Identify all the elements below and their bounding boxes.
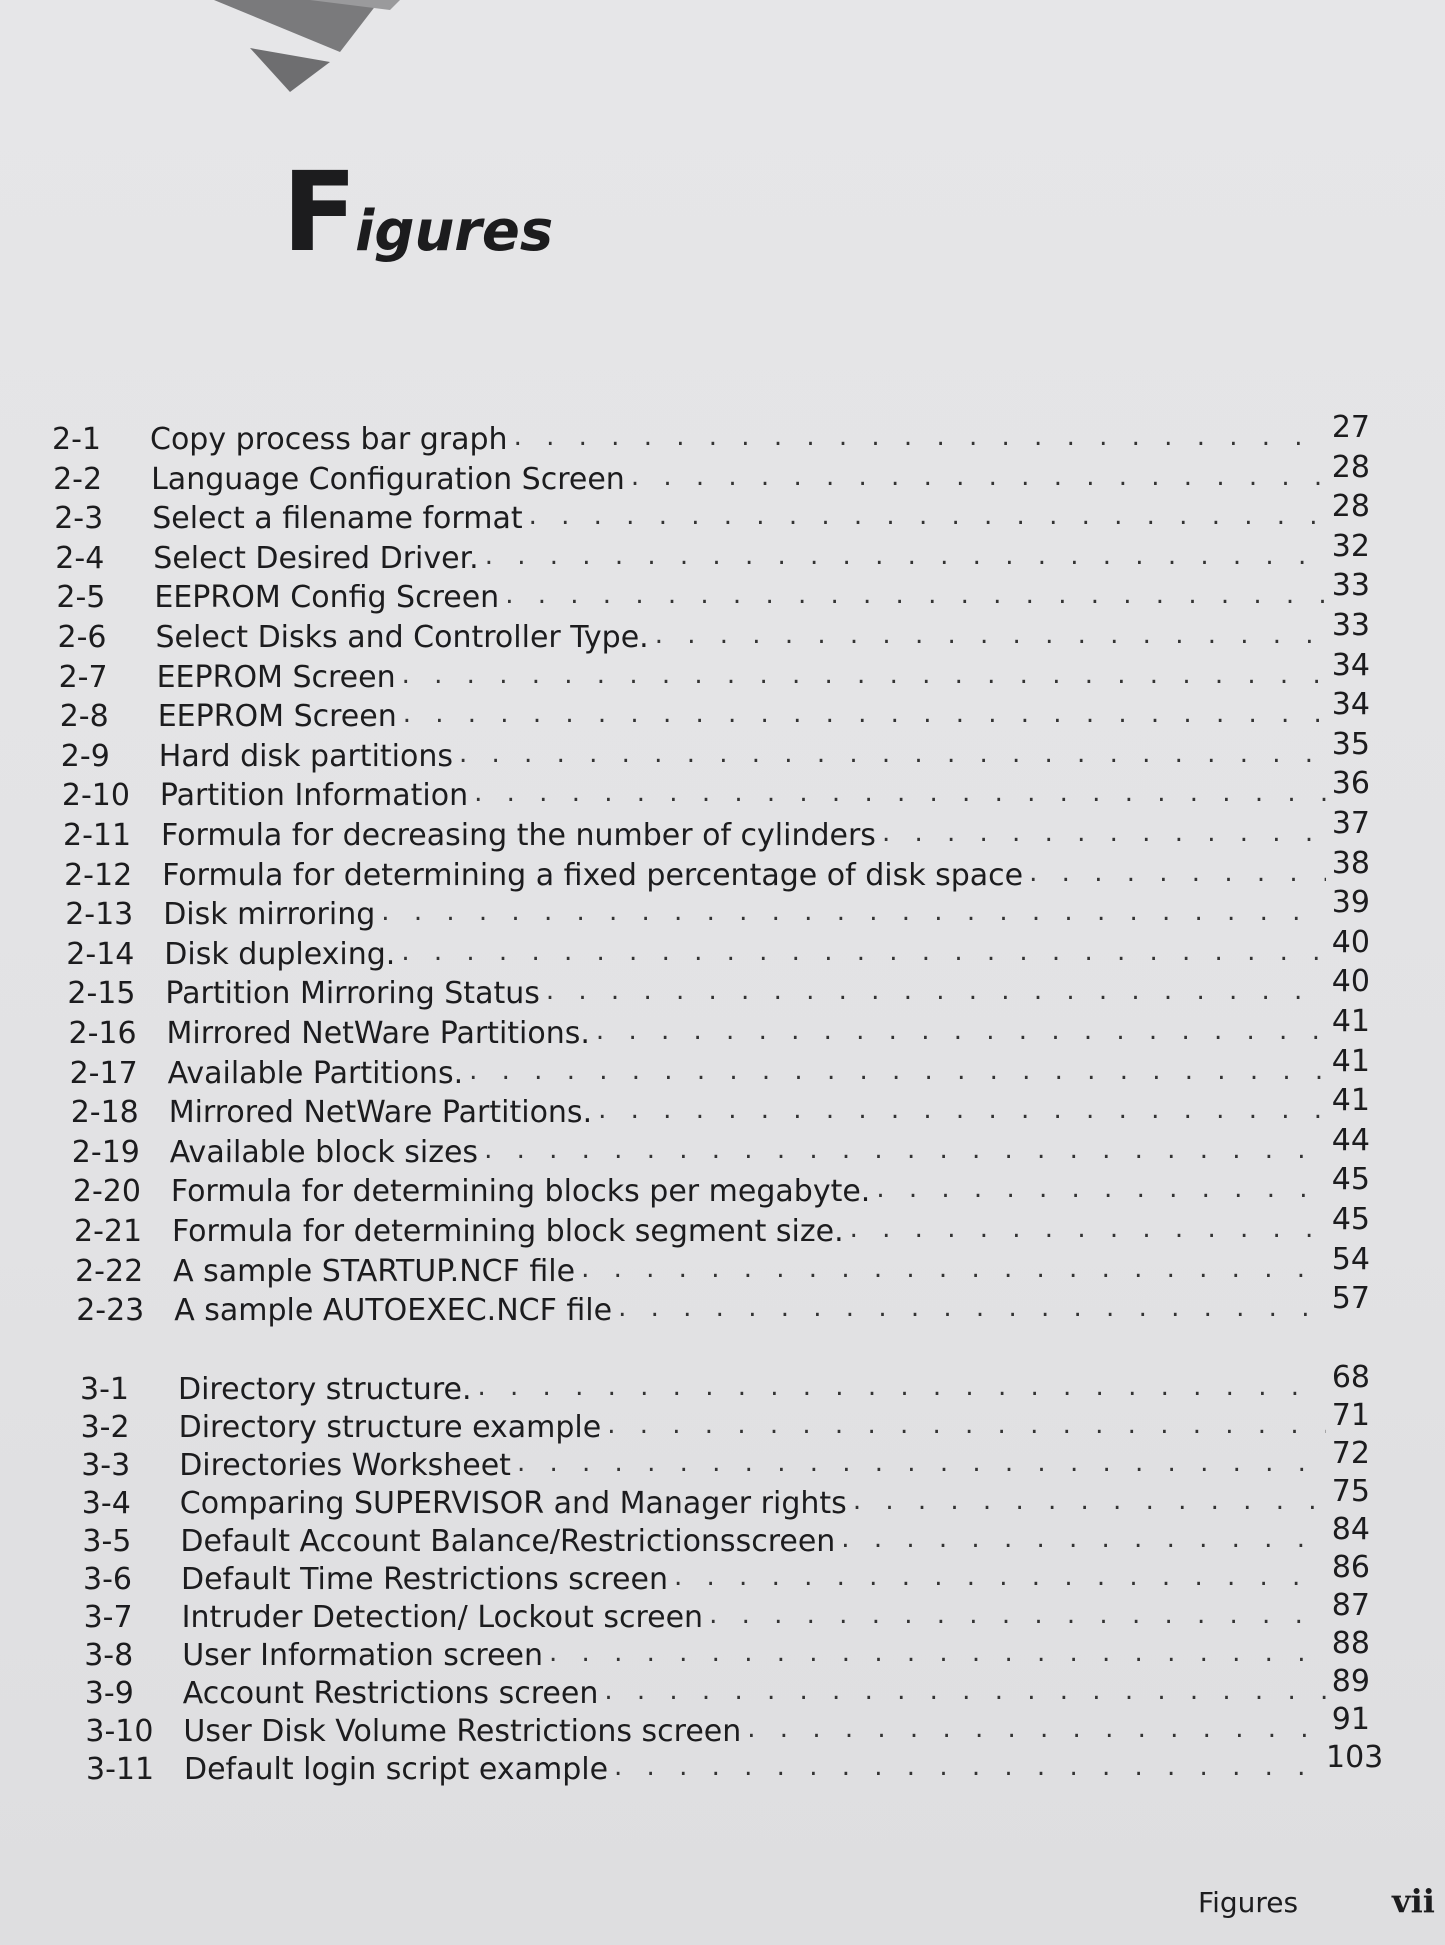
title-initial: F: [282, 148, 356, 276]
figure-entry: [54, 489, 1370, 537]
figure-title: Mirrored NetWare Partitions.: [168, 1095, 593, 1131]
figure-entry: [84, 1626, 1370, 1674]
figure-entry: [84, 1664, 1370, 1712]
figure-number: 3-2: [80, 1410, 130, 1445]
figure-page-number: 35: [1331, 726, 1370, 762]
figure-line: [182, 1626, 1370, 1673]
figure-number: 2-16: [68, 1016, 137, 1051]
dot-leader: [844, 1214, 1326, 1244]
figure-line: [181, 1588, 1370, 1635]
figure-line: [156, 647, 1370, 695]
figure-number: 2-8: [59, 699, 109, 735]
figure-entry: [69, 1043, 1370, 1092]
figure-number: 3-8: [84, 1638, 134, 1673]
figure-title: Available Partitions.: [167, 1055, 464, 1091]
figure-page-number: 39: [1331, 885, 1370, 921]
figure-line: [184, 1740, 1384, 1787]
dot-leader: [601, 1410, 1326, 1440]
figure-entry: [67, 964, 1370, 1012]
figure-number: 3-6: [83, 1562, 132, 1597]
dot-leader: [397, 699, 1326, 729]
figure-title: Partition Information: [159, 778, 469, 814]
figure-line: [181, 1550, 1370, 1597]
figure-title: EEPROM Screen: [157, 699, 397, 735]
dot-leader: [396, 660, 1326, 690]
figure-line: [157, 687, 1370, 735]
footer-section-label: Figures: [1198, 1886, 1299, 1919]
figure-entry: [63, 806, 1370, 854]
figure-line: [164, 924, 1370, 972]
figure-title: Account Restrictions screen: [182, 1676, 599, 1711]
figure-number: 2-1: [52, 422, 101, 457]
figure-title: Directory structure.: [178, 1372, 472, 1407]
figure-page-number: 44: [1331, 1122, 1370, 1158]
dot-leader: [625, 462, 1326, 492]
figure-page-number: 32: [1331, 528, 1370, 564]
dot-leader: [668, 1562, 1326, 1592]
figure-entry: [86, 1740, 1384, 1788]
figure-title: Default Time Restrictions screen: [181, 1562, 668, 1597]
figure-line: [178, 1398, 1370, 1445]
figure-title: Hard disk partitions: [158, 738, 453, 774]
dot-leader: [649, 620, 1326, 650]
figure-title: EEPROM Config Screen: [154, 580, 500, 616]
figure-entry: [58, 647, 1370, 696]
dot-leader: [608, 1752, 1326, 1782]
figure-number: 2-10: [61, 778, 130, 814]
figure-page-number: 84: [1331, 1512, 1370, 1547]
figure-number: 2-15: [67, 976, 136, 1012]
figure-entry: [60, 726, 1370, 775]
figure-page-number: 45: [1331, 1162, 1370, 1198]
page-title: [282, 148, 553, 276]
figure-page-number: 75: [1331, 1474, 1370, 1509]
figure-number: 2-17: [69, 1055, 138, 1091]
dot-leader: [590, 1016, 1326, 1046]
decorative-triangles-icon: [200, 0, 400, 104]
figure-page-number: 86: [1331, 1550, 1370, 1585]
figure-entry: [72, 1162, 1370, 1210]
figure-line: [169, 1122, 1370, 1170]
dot-leader: [835, 1524, 1326, 1554]
figure-number: 2-2: [53, 461, 103, 497]
figure-line: [173, 1241, 1370, 1289]
figure-line: [161, 806, 1370, 853]
figure-line: [166, 1004, 1371, 1051]
figure-page-number: 40: [1331, 924, 1370, 960]
dot-leader: [870, 1174, 1326, 1204]
figure-line: [180, 1512, 1370, 1559]
dot-leader: [511, 1448, 1326, 1478]
figure-entry: [75, 1241, 1370, 1290]
figure-entry: [81, 1474, 1370, 1522]
figure-number: 2-13: [65, 897, 134, 933]
figure-line: [153, 528, 1370, 576]
dot-leader: [543, 1638, 1326, 1668]
figure-title: Disk mirroring: [163, 897, 376, 933]
figure-line: [167, 1043, 1370, 1091]
figure-entry: [53, 449, 1370, 498]
dot-leader: [703, 1600, 1326, 1630]
dot-leader: [479, 541, 1326, 571]
figure-line: [162, 845, 1370, 893]
figure-page-number: 89: [1331, 1664, 1370, 1699]
figure-number: 3-4: [81, 1486, 131, 1521]
figure-number: 2-18: [70, 1095, 139, 1131]
figure-line: [150, 410, 1370, 457]
figure-title: Formula for determining a fixed percentage of disk space: [162, 857, 1024, 893]
figure-title: Select Disks and Controller Type.: [155, 620, 649, 655]
figure-title: Directories Worksheet: [179, 1448, 511, 1483]
dot-leader: [471, 1372, 1326, 1402]
figure-title: A sample AUTOEXEC.NCF file: [174, 1293, 613, 1329]
figure-page-number: 37: [1331, 806, 1370, 841]
figure-page-number: 72: [1331, 1436, 1370, 1471]
figure-entry: [76, 1281, 1370, 1329]
figure-line: [158, 726, 1370, 774]
figure-number: 3-9: [84, 1676, 134, 1711]
figure-number: 3-3: [81, 1448, 131, 1483]
figure-title: Available block sizes: [169, 1134, 479, 1170]
figure-number: 2-4: [55, 540, 105, 576]
figure-title: Select Desired Driver.: [153, 540, 479, 576]
dot-leader: [375, 897, 1326, 927]
figure-title: Partition Mirroring Status: [165, 976, 540, 1012]
figure-page-number: 33: [1331, 608, 1370, 643]
figure-entry: [71, 1122, 1370, 1171]
figure-number: 2-22: [75, 1253, 144, 1289]
figure-line: [174, 1281, 1370, 1329]
figure-title: Default login script example: [184, 1752, 609, 1787]
dot-leader: [876, 818, 1326, 848]
figure-page-number: 34: [1331, 687, 1370, 723]
figure-page-number: 91: [1331, 1702, 1370, 1737]
figure-page-number: 87: [1331, 1588, 1370, 1623]
figure-title: Comparing SUPERVISOR and Manager rights: [179, 1486, 847, 1521]
figure-number: 2-7: [58, 659, 108, 695]
figure-page-number: 45: [1331, 1202, 1370, 1237]
figure-title: Disk duplexing.: [164, 936, 396, 972]
figure-page-number: 57: [1331, 1281, 1370, 1317]
figure-page-number: 88: [1331, 1626, 1370, 1661]
figure-line: [165, 964, 1370, 1012]
figure-title: Formula for determining block segment size.: [172, 1214, 844, 1249]
figure-line: [159, 766, 1370, 814]
figure-number: 2-11: [63, 818, 132, 853]
dot-leader: [395, 937, 1326, 967]
figure-title: Language Configuration Screen: [151, 461, 625, 497]
figure-page-number: 28: [1331, 489, 1370, 525]
figure-line: [178, 1360, 1370, 1407]
figure-title: EEPROM Screen: [156, 659, 396, 695]
dot-leader: [478, 1135, 1326, 1165]
figure-page-number: 28: [1331, 449, 1370, 485]
figure-entry: [85, 1702, 1370, 1750]
figure-number: 2-6: [57, 620, 107, 655]
figure-page-number: 36: [1331, 766, 1370, 802]
figure-page-number: 41: [1331, 1083, 1370, 1119]
dot-leader: [523, 501, 1326, 531]
figure-entry: [52, 410, 1370, 458]
dot-leader: [847, 1486, 1326, 1516]
figure-title: A sample STARTUP.NCF file: [173, 1253, 576, 1289]
figure-number: 2-20: [72, 1174, 141, 1210]
dot-leader: [1023, 858, 1326, 888]
figure-title: Select a filename format: [152, 501, 523, 537]
dot-leader: [741, 1714, 1326, 1744]
figure-number: 3-7: [83, 1600, 133, 1635]
figure-entry: [80, 1360, 1370, 1408]
figure-entry: [55, 528, 1370, 577]
title-rest: igures: [355, 199, 554, 264]
figure-line: [170, 1162, 1370, 1210]
figure-entry: [74, 1202, 1370, 1250]
figure-title: Copy process bar graph: [150, 422, 508, 457]
figure-page-number: 68: [1331, 1360, 1370, 1395]
figure-line: [179, 1474, 1370, 1521]
figure-entry: [80, 1398, 1370, 1446]
dot-leader: [592, 1095, 1326, 1125]
dot-leader: [508, 422, 1326, 452]
figure-number: 2-19: [71, 1134, 140, 1170]
figure-page-number: 71: [1331, 1398, 1370, 1433]
figure-entry: [70, 1083, 1370, 1131]
figure-title: User Information screen: [182, 1638, 544, 1673]
figure-page-number: 38: [1331, 845, 1370, 881]
figure-number: 3-10: [85, 1714, 154, 1749]
figure-page-number: 103: [1326, 1740, 1384, 1775]
dot-leader: [575, 1254, 1326, 1284]
dot-leader: [612, 1293, 1326, 1323]
figure-line: [172, 1202, 1370, 1249]
figure-page-number: 41: [1331, 1043, 1370, 1079]
figure-number: 2-21: [74, 1214, 143, 1249]
figure-page-number: 34: [1331, 647, 1370, 683]
figure-title: Formula for decreasing the number of cylinders: [161, 818, 876, 853]
figure-number: 2-23: [76, 1293, 145, 1329]
figure-number: 3-1: [80, 1372, 129, 1407]
figure-title: Mirrored NetWare Partitions.: [166, 1016, 590, 1051]
figure-page-number: 40: [1331, 964, 1370, 1000]
figure-line: [182, 1664, 1370, 1711]
figure-number: 2-5: [56, 580, 106, 616]
figure-line: [179, 1436, 1370, 1483]
figure-line: [151, 449, 1370, 497]
dot-leader: [468, 778, 1326, 808]
figure-line: [183, 1702, 1370, 1749]
figure-line: [152, 489, 1370, 537]
figure-entry: [64, 845, 1370, 894]
figure-line: [155, 608, 1371, 655]
dot-leader: [598, 1676, 1326, 1706]
figure-number: 2-9: [60, 738, 110, 774]
figure-line: [154, 568, 1370, 616]
figure-page-number: 54: [1331, 1241, 1370, 1277]
figure-number: 2-3: [54, 501, 104, 537]
figure-line: [168, 1083, 1370, 1131]
figure-line: [163, 885, 1370, 933]
figure-entry: [83, 1550, 1370, 1598]
dot-leader: [453, 739, 1326, 769]
figure-entry: [57, 608, 1371, 656]
figure-entry: [65, 885, 1370, 933]
footer-page-number: vii: [1392, 1882, 1435, 1920]
figure-entry: [56, 568, 1370, 616]
figure-number: 2-14: [66, 936, 135, 972]
dot-leader: [540, 976, 1326, 1006]
figure-entry: [59, 687, 1370, 735]
dot-leader: [463, 1056, 1326, 1086]
figure-title: Formula for determining blocks per megabyte.: [170, 1174, 871, 1210]
dot-leader: [499, 580, 1326, 610]
figure-entry: [83, 1588, 1370, 1636]
figure-entry: [82, 1512, 1370, 1560]
figure-entry: [81, 1436, 1370, 1484]
figure-entry: [68, 1004, 1371, 1052]
figure-entry: [61, 766, 1370, 814]
figure-title: Intruder Detection/ Lockout screen: [181, 1600, 704, 1635]
figure-title: Directory structure example: [178, 1410, 602, 1445]
figure-number: 3-5: [82, 1524, 132, 1559]
figure-page-number: 27: [1331, 410, 1370, 445]
figure-page-number: 41: [1331, 1004, 1370, 1039]
figure-entry: [66, 924, 1370, 973]
figure-title: Default Account Balance/Restrictionsscreen: [180, 1524, 836, 1559]
figure-number: 2-12: [64, 857, 133, 893]
figure-number: 3-11: [86, 1752, 155, 1787]
figure-page-number: 33: [1331, 568, 1370, 604]
figure-title: User Disk Volume Restrictions screen: [183, 1714, 742, 1749]
